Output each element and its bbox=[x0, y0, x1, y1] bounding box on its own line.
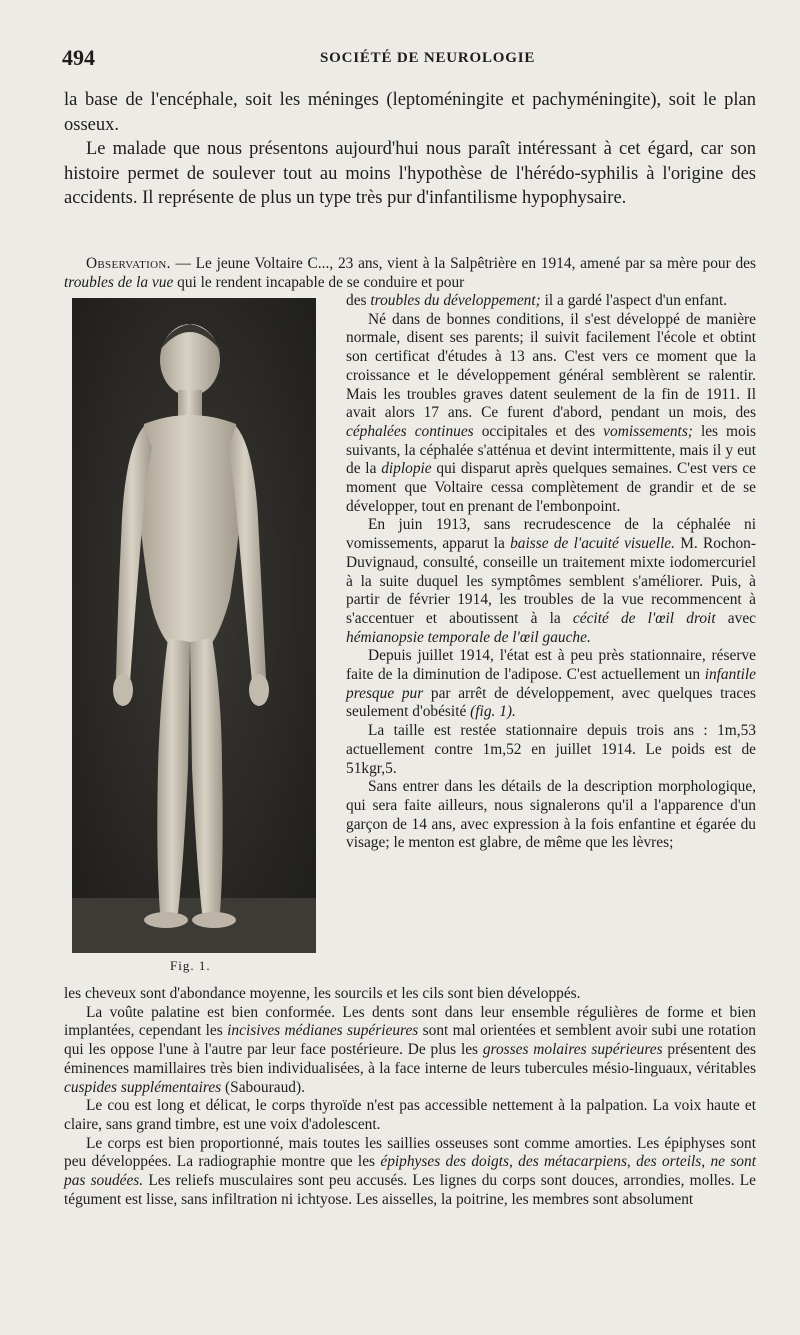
b4-text-b: Les reliefs musculaires sont peu accusés. Les lignes du corps sont douces, arrondies, molles. Le tégument est lisse, sans infiltration ni ichtyose. Les aisselles, la poitrine, les membres sont absolument bbox=[64, 1172, 756, 1208]
page-header bbox=[62, 45, 762, 75]
head-shape bbox=[160, 324, 220, 396]
c4-emphasis: infantile presque pur bbox=[346, 666, 756, 702]
observation-lead bbox=[64, 255, 756, 292]
c3-emphasis-2: cécité de l'œil droit bbox=[572, 609, 716, 627]
figure-photograph bbox=[72, 298, 316, 953]
c2-emphasis-3: diplopie bbox=[381, 460, 432, 478]
b2-text-a: La voûte palatine est bien conformée. Les dents sont dans leur ensemble régulières de forme et bien implantées, cependant les bbox=[64, 1003, 756, 1040]
bottom-paragraph-2 bbox=[64, 1004, 756, 1098]
b2-text-b: sont mal orientées et semblent avoir subi une rotation qui les oppose l'une à l'autre par leur face postérieure. De plus les bbox=[64, 1022, 756, 1059]
observation-lead-end: qui le rendent incapable de se conduire et pour bbox=[173, 273, 465, 291]
c2-text: Né dans de bonnes conditions, il s'est développé de manière normale, disent ses parents; il suivit facilement l'école et obtint son certificat d'études à 13 ans. C'est vers ce moment que la croissance et le développement général semblèrent se ralentir. Mais les troubles graves datent seulement de la fin de 1911. Il avait alors 17 ans. Ce furent d'abord, pendant un mois, des bbox=[346, 310, 756, 422]
c1-text-b: il a gardé l'aspect d'un enfant. bbox=[540, 292, 728, 309]
figure-reference: (fig. 1). bbox=[470, 703, 516, 721]
column-paragraph-4 bbox=[346, 647, 756, 722]
running-title: SOCIÉTÉ DE NEUROLOGIE bbox=[320, 50, 536, 66]
c2-text-c: les mois suivants, la céphalée s'atténua et devint intermittente, mais il y eut de la bbox=[346, 422, 756, 478]
bottom-paragraph-4 bbox=[64, 1135, 756, 1210]
figure-caption: Fig. 1. bbox=[170, 958, 211, 973]
observation-lead-text: — Le jeune Voltaire C..., 23 ans, vient à la Salpêtrière en 1914, amené par sa mère pour des bbox=[170, 255, 756, 272]
c2-emphasis-2: vomissements; bbox=[603, 422, 693, 440]
page-number: 494 bbox=[62, 45, 95, 70]
c3-text: En juin 1913, sans recrudescence de la céphalée ni vomissements, apparut la bbox=[346, 516, 756, 553]
b4-emphasis: épiphyses des doigts, des métacarpiens, des orteils, ne sont pas soudées. bbox=[64, 1153, 756, 1190]
c4-text: Depuis juillet 1914, l'état est à peu près stationnaire, réserve faite de la diminution de l'adipose. C'est actuellement un bbox=[346, 647, 756, 684]
c3-text-b: M. Rochon-Duvignaud, consulté, conseille un traitement mixte iodomercuriel à la suite duquel les symptômes semblent s'améliorer. Puis, à partir de février 1914, les troubles de la vue recommencent à s'accentuer et aboutissent à la bbox=[346, 535, 757, 627]
b2-emphasis-2: grosses molaires supérieures bbox=[482, 1041, 663, 1059]
c1-emphasis: troubles du développement; bbox=[370, 292, 541, 309]
b2-emphasis-1: incisives médianes supérieures bbox=[227, 1022, 419, 1040]
c3-emphasis-3: hémianopsie temporale de l'œil gauche. bbox=[346, 628, 591, 646]
column-paragraph-1 bbox=[346, 292, 756, 311]
c3-text-c: avec bbox=[715, 609, 756, 627]
bottom-paragraph-3: Le cou est long et délicat, le corps thyroïde n'est pas accessible nettement à la palpation. La voix haute et claire, sans grand timbre, est une voix d'adolescent. bbox=[64, 1097, 756, 1133]
column-paragraph-3 bbox=[346, 516, 756, 647]
text-column bbox=[346, 292, 756, 853]
bottom-text bbox=[64, 985, 756, 1209]
column-paragraph-5: La taille est restée stationnaire depuis trois ans : 1m,53 actuellement contre 1m,52 en juillet 1914. Le poids est de 51kgr,5. bbox=[346, 722, 756, 777]
b2-text-d: (Sabouraud). bbox=[221, 1078, 305, 1096]
c2-emphasis-1: céphalées continues bbox=[346, 422, 474, 440]
torso-shape bbox=[138, 415, 242, 643]
c2-text-b: occipitales et des bbox=[473, 422, 604, 440]
c3-emphasis-1: baisse de l'acuité visuelle. bbox=[510, 535, 675, 553]
c2-text-d: qui disparut après quelques semaines. C'est vers ce moment que Voltaire cessa complètement de grandir et de se développer, tout en prenant de l'embonpoint. bbox=[346, 460, 756, 515]
b2-text-c: présentent des éminences mamillaires très bien individualisées, à la face interne de leurs tubercules mésio-linguaux, véritables bbox=[64, 1041, 756, 1077]
intro-paragraph-2: Le malade que nous présentons aujourd'hui nous paraît intéressant à cet égard, car son histoire permet de soulever tout au moins l'hypothèse de l'hérédo-syphilis à l'origine des accidents. Il représente de plus un type très pur d'infantilisme hypophysaire. bbox=[64, 139, 756, 208]
column-paragraph-6: Sans entrer dans les détails de la description morphologique, qui sera faite ailleurs, nous signalerons qu'il a l'apparence d'un garçon de 14 ans, avec expression à la fois enfantine et égarée du visage; le menton est glabre, de même que les lèvres; bbox=[346, 778, 756, 852]
standing-boy-photo bbox=[72, 298, 316, 953]
observation-lead-emphasis: troubles de la vue bbox=[64, 273, 174, 291]
b2-emphasis-3: cuspides supplémentaires bbox=[64, 1078, 222, 1096]
b4-text-a: Le corps est bien proportionné, mais toutes les saillies osseuses sont comme amorties. Les épiphyses sont peu développées. La radiographie montre que les bbox=[64, 1134, 756, 1171]
intro-paragraph-1: la base de l'encéphale, soit les méninges (leptoméningite et pachyméningite), soit le plan osseux. bbox=[64, 90, 756, 135]
observation-label: Observation. bbox=[86, 255, 171, 272]
bottom-paragraph-1: les cheveux sont d'abondance moyenne, les sourcils et les cils sont bien développés. bbox=[64, 985, 581, 1002]
column-paragraph-2 bbox=[346, 311, 756, 517]
c1-text-a: des bbox=[346, 292, 371, 309]
c4-text-b: par arrêt de développement, avec quelques traces seulement d'obésité bbox=[346, 684, 756, 721]
